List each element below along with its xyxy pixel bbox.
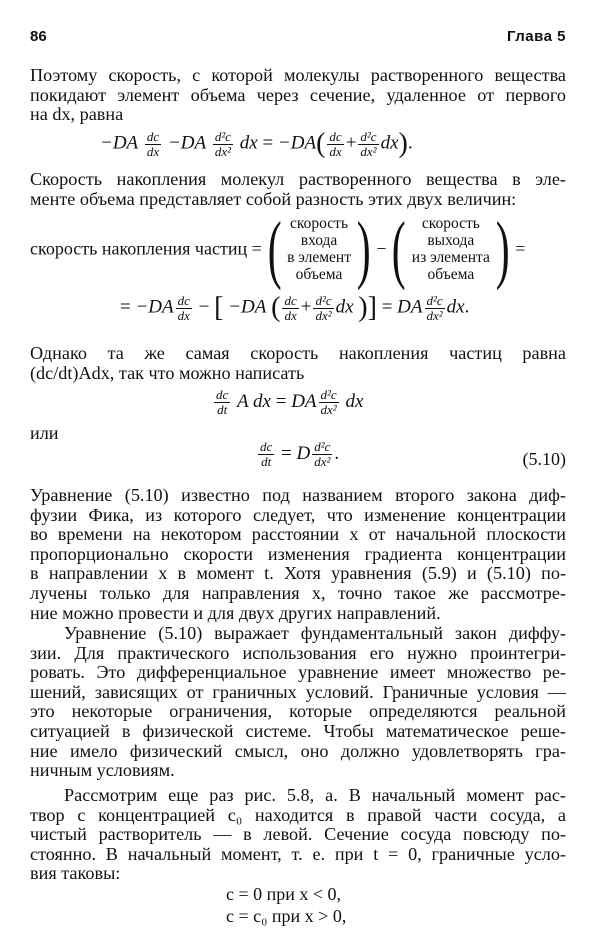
paragraph-4	[30, 486, 566, 623]
text-line: покидают элемент объема через сечение, удаленное от первого	[30, 84, 566, 105]
paragraph-3	[30, 344, 566, 383]
text-line: в направлении x в момент t. Хотя уравнения (5.9) и (5.10) по-	[30, 563, 566, 584]
paragraph-5	[30, 624, 566, 781]
text-line: ничным условиям.	[30, 760, 175, 781]
equation-number: (5.10)	[522, 449, 566, 469]
text-line: Однако та же самая скорость накопления частиц равна	[30, 343, 566, 363]
equation-2: скорость накопления частиц =( скорость входа в элемент объема ) −( скорость выхода из элемента объема ) =	[30, 207, 526, 291]
text-line: ние можно провести и для двух других направлений.	[30, 602, 441, 623]
equation-3: $\frac{dc}{dt}$ A dx = DA $\frac{\text{d²c}}{\text{dx²}}$ dx	[216, 387, 364, 417]
text-line: Уравнение (5.10) известно под названием второго закона диф-	[30, 485, 566, 505]
text-line: Рассмотрим еще раз рис. 5.8, a. В начальный момент рас-	[64, 785, 566, 805]
text-line: чистый растворитель — в левой. Сечение сосуда повсюду по-	[30, 824, 566, 845]
text-line: шений, зависящих от граничных условий. Граничные условия —	[30, 681, 566, 702]
text-line: это некоторые ограничения, которые определяются реальной	[30, 701, 566, 722]
text-line: на dx, равна	[30, 104, 124, 125]
text-line: (dc/dt)Adx, так что можно написать	[30, 362, 305, 383]
text-line: Скорость накопления молекул растворенного вещества в эле-	[30, 169, 566, 189]
or-word: или	[30, 423, 59, 443]
equation-1: −DA $\frac{dc}{dx}$ −DA $\frac{\text{d²c}}{\text{dx²}}$ dx = −DA( $\frac{dc}{dx}$ + $\frac{\text{d²c}}{\text{dx²}}$ dx).	[100, 128, 413, 159]
paragraph-1	[30, 66, 566, 125]
text-line: ние имело физический смысл, оно должно удовлетворять гра-	[30, 740, 566, 761]
text-line: во времени на некотором расстоянии x от начальной плоскости	[30, 524, 566, 545]
condition-1: c = 0 при x < 0,	[226, 884, 342, 904]
text-line: ровать. Это дифференциальное уравнение имеет множество ре-	[30, 662, 566, 683]
text-line: ситуацией в физической системе. Чтобы математическое реше-	[30, 720, 566, 741]
chapter-title: Глава 5	[506, 28, 566, 45]
text-line: стоянно. В начальный момент, т. е. при t = 0, граничные усло-	[30, 843, 566, 864]
text-line: менте объема представляет собой разность этих двух величин:	[30, 188, 517, 209]
text-line: твор с концентрацией c₀ находится в правой части сосуда, а	[30, 804, 566, 825]
eq2-group-inflow: скорость входа в элемент объема	[287, 215, 351, 283]
eq2-group-outflow: скорость выхода из элемента объема	[411, 215, 490, 283]
text-line: лучены только для направления x, точно такое же рассмотре-	[30, 582, 566, 603]
text-line: Поэтому скорость, с которой молекулы растворенного вещества	[30, 65, 566, 85]
paragraph-2	[30, 170, 566, 209]
paragraph-6	[30, 786, 566, 884]
condition-2: c = c₀ при x > 0,	[226, 906, 347, 926]
page-number: 86	[30, 28, 47, 45]
eq2-label: скорость накопления частиц =	[30, 238, 262, 259]
text-line: зии. Для практического использования его нужно проинтегри-	[30, 642, 566, 663]
equation-5-10: $\frac{dc}{dt}$ = D $\frac{\text{d²c}}{\text{dx²}}$ .	[260, 439, 340, 469]
text-line: вия таковы:	[30, 863, 121, 884]
text-line: пропорционально скорости изменения градиента концентрации	[30, 543, 566, 564]
equation-2-continued: = −DA $\frac{dc}{dx}$ − [ −DA ( $\frac{dc}{dx}$ + $\frac{\text{d²c}}{\text{dx²}}$ dx )] = DA $\frac{\text{d²c}}{\text{dx²}}$ dx.	[120, 292, 470, 323]
text-line: Уравнение (5.10) выражает фундаментальный закон диффу-	[64, 623, 566, 643]
text-line: фузии Фика, из которого следует, что изменение концентрации	[30, 504, 566, 525]
